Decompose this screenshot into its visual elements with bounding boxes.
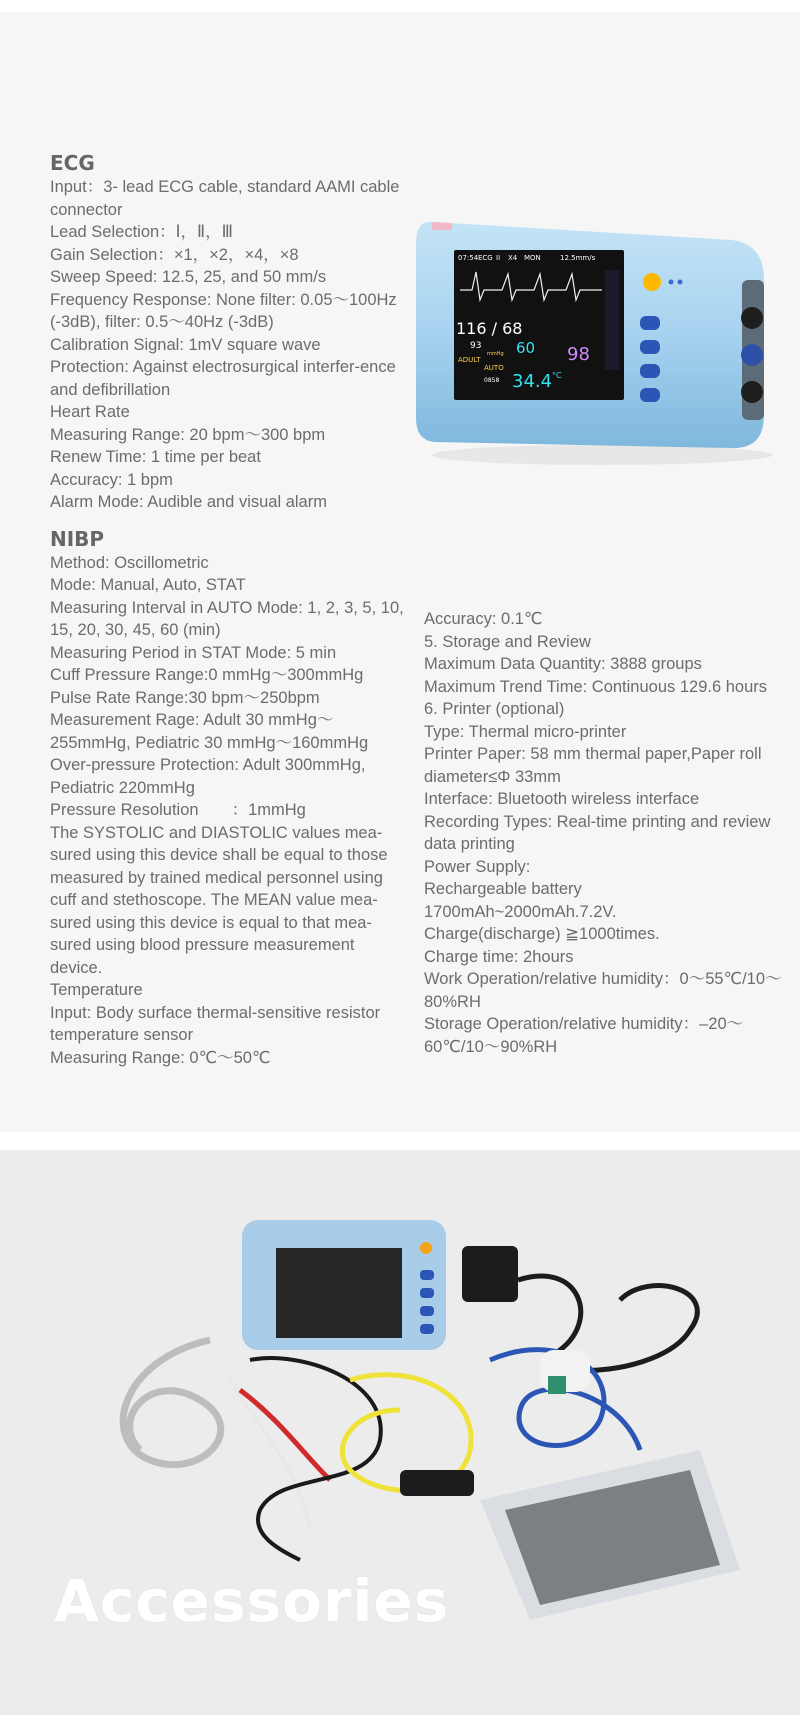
svg-text:07:54: 07:54 xyxy=(458,254,479,262)
svg-text:12.5mm/s: 12.5mm/s xyxy=(560,254,596,262)
ecg-block xyxy=(50,150,410,514)
svg-text:116 / 68: 116 / 68 xyxy=(456,319,523,338)
spec-line: Charge time: 2hours xyxy=(424,947,574,966)
spec-line: Measurement Rage: Adult 30 mmHg～255mmHg, Pediatric 30 mmHg～160mmHg xyxy=(50,711,369,752)
temperature-probe-cable xyxy=(250,1358,381,1560)
spec-line: Rechargeable battery xyxy=(424,880,582,898)
power-adapter xyxy=(462,1246,518,1302)
spec-line: Pressure Resolution ：1mmHg xyxy=(50,801,306,819)
spec-line: Alarm Mode: Audible and visual alarm xyxy=(50,493,327,511)
spec-line: Work Operation/relative humidity：0～55℃/10～80%RH xyxy=(424,970,782,1011)
patient-monitor-image xyxy=(412,210,774,470)
connector-icon xyxy=(741,381,763,403)
ecg-heading: ECG xyxy=(50,151,95,175)
spec-line: Maximum Data Quantity: 3888 groups xyxy=(424,655,702,673)
svg-text:ECG: ECG xyxy=(478,254,493,262)
svg-text:II: II xyxy=(496,254,501,262)
nibp-heading: NIBP xyxy=(50,526,105,551)
spec-line: 1700mAh~2000mAh.7.2V. xyxy=(424,902,617,921)
svg-text:0858: 0858 xyxy=(484,377,500,384)
connector-icon xyxy=(741,307,763,329)
connector-icon xyxy=(741,344,763,366)
accessories-title: Accessories xyxy=(54,1567,450,1635)
spec-line: Recording Types: Real-time printing and review data printing xyxy=(424,812,771,853)
nibp-block xyxy=(50,526,410,1070)
svg-text:X4: X4 xyxy=(508,254,518,262)
spec-line: Mode: Manual, Auto, STAT xyxy=(50,576,246,594)
svg-text:MON: MON xyxy=(524,254,541,262)
svg-text:98: 98 xyxy=(567,344,590,365)
spec-line: Measuring Interval in AUTO Mode: 1, 2, 3, 5, 10, 15, 20, 30, 45, 60 (min) xyxy=(50,598,404,639)
svg-text:34.4: 34.4 xyxy=(512,371,553,392)
spec-line: Heart Rate xyxy=(50,403,130,421)
right-spec-column xyxy=(424,608,784,1058)
spec-line: Measuring Range: 0℃～50℃ xyxy=(50,1048,271,1067)
power-button xyxy=(643,273,661,291)
spec-line: Over-pressure Protection: Adult 300mmHg, Pediatric 220mmHg xyxy=(50,756,366,797)
spec-line: Printer Paper: 58 mm thermal paper,Paper roll diameter≤Φ 33mm xyxy=(424,745,762,786)
spec-line: Pulse Rate Range:30 bpm～250bpm xyxy=(50,688,320,707)
svg-text:93: 93 xyxy=(470,341,482,351)
spec-line: Lead Selection：Ⅰ，Ⅱ，Ⅲ xyxy=(50,223,234,241)
spec-line: Protection: Against electrosurgical interfer-ence and defibrillation xyxy=(50,358,396,399)
alarm-button-icon xyxy=(640,388,660,402)
spec-line: Input: Body surface thermal-sensitive resistor temperature sensor xyxy=(50,1003,381,1044)
spec-line: Power Supply: xyxy=(424,857,531,876)
spec-line: Temperature xyxy=(50,981,143,999)
spec-line: Maximum Trend Time: Continuous 129.6 hours xyxy=(424,677,767,696)
spec-line: Accuracy: 0.1℃ xyxy=(424,610,543,628)
spec-line: Input：3- lead ECG cable, standard AAMI cable connector xyxy=(50,178,400,219)
spec-line: Measuring Period in STAT Mode: 5 min xyxy=(50,643,337,662)
spec-line: Frequency Response: None filter: 0.05～100Hz (-3dB), filter: 0.5～40Hz (-3dB) xyxy=(50,290,397,331)
spec-line: The SYSTOLIC and DIASTOLIC values mea-sured using this device shall be equal to those measured by trained medical personnel using cuff and stethoscope. The MEAN value mea-sured using this device is equal to that mea-sured using blood pressure measurement device. xyxy=(50,823,388,977)
spec-line: Type: Thermal micro-printer xyxy=(424,722,627,741)
spec-line: Cuff Pressure Range:0 mmHg～300mmHg xyxy=(50,666,364,684)
spec-line: Method: Oscillometric xyxy=(50,553,209,572)
left-spec-column xyxy=(50,150,410,1069)
spec-line: Gain Selection：×1，×2，×4，×8 xyxy=(50,245,299,264)
svg-text:mmHg: mmHg xyxy=(487,351,504,357)
svg-text:°C: °C xyxy=(552,371,562,380)
svg-text:60: 60 xyxy=(516,339,536,357)
svg-text:ADULT: ADULT xyxy=(458,356,481,364)
spec-line: Calibration Signal: 1mV square wave xyxy=(50,335,321,354)
menu-button-icon xyxy=(640,316,660,330)
spec-line: Renew Time: 1 time per beat xyxy=(50,448,261,466)
spec-line: Charge(discharge) ≧1000times. xyxy=(424,925,660,943)
nibp-button-icon xyxy=(640,364,660,378)
freeze-button-icon xyxy=(640,340,660,354)
svg-text:AUTO: AUTO xyxy=(484,364,504,372)
spec-line: Accuracy: 1 bpm xyxy=(50,470,173,489)
spec-line: Interface: Bluetooth wireless interface xyxy=(424,790,700,808)
spec-line: Storage Operation/relative humidity：–20～60℃/10～90%RH xyxy=(424,1015,744,1056)
spec-line: 5. Storage and Review xyxy=(424,632,591,651)
spec-line: 6. Printer (optional) xyxy=(424,700,565,718)
spec-line: Measuring Range: 20 bpm～300 bpm xyxy=(50,425,326,444)
spec-line: Sweep Speed: 12.5, 25, and 50 mm/s xyxy=(50,268,327,286)
ecg-cable xyxy=(123,1340,220,1465)
